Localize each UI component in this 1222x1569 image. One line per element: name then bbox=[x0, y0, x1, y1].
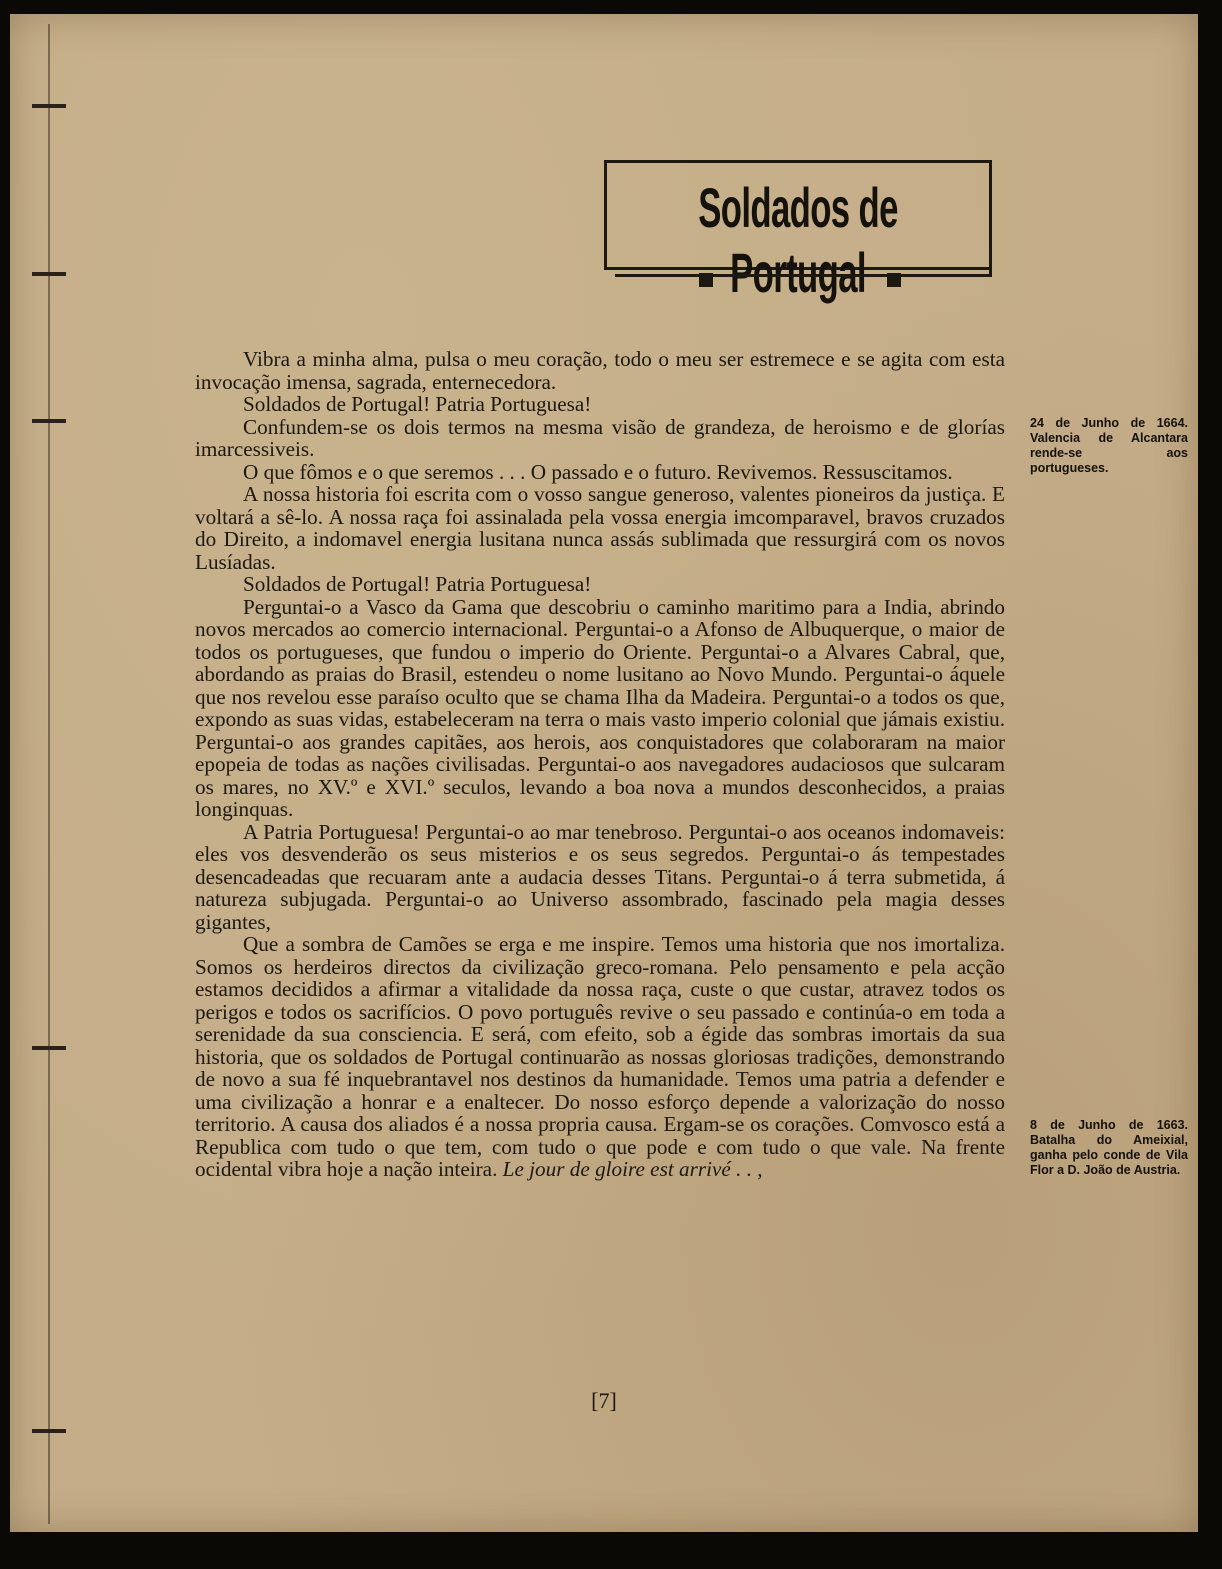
paragraph: Confundem-se os dois termos na mesma visão de grandeza, de heroismo e de glorías imarcessiveis. bbox=[195, 414, 1005, 461]
binding-staple bbox=[32, 272, 66, 276]
binding-staple bbox=[32, 104, 66, 108]
side-note: 24 de Junho de 1664. Valencia de Alcantara rende-se aos portugueses. bbox=[1030, 416, 1188, 475]
paragraph: Soldados de Portugal! Patria Portuguesa! bbox=[243, 572, 592, 596]
paragraph: O que fômos e o que seremos . . . O passado e o futuro. Revivemos. Ressuscitamos. bbox=[243, 459, 953, 484]
ornament-icon bbox=[699, 273, 713, 287]
paragraph: Perguntai-o a Vasco da Gama que descobriu o caminho maritimo para a India, abrindo novos mercados ao comercio internacional. Perguntai-o a Afonso de Albuquerque, o maior de todos os portugueses, que fundou o imperio do Oriente. Perguntai-o a Alvares Cabral, que, abordando as praias do Brasil, estendeu o nome lusitano ao Novo Mundo. Perguntai-o áquele que nos revelou esse paraíso oculto que se chama Ilha da Madeira. Perguntai-o a todos os que, expondo as suas vidas, estabeleceram na terra o mais vasto imperio colonial que jámais existiu. Perguntai-o aos grandes capitães, aos herois, aos conquistadores que colaboraram na maior epopeia de todas as nações civilisadas. Perguntai-o aos navegadores audaciosos que sulcaram os mares, no XV.º e XVI.º seculos, levando a boa nova a mundos desconhecidos, a praias longinquas. bbox=[195, 594, 1005, 821]
ornament-icon bbox=[887, 273, 901, 287]
magazine-page bbox=[10, 14, 1198, 1532]
paragraph: Vibra a minha alma, pulsa o meu coração, todo o meu ser estremece e se agita com esta invocação imensa, sagrada, enternecedora. bbox=[195, 347, 1005, 394]
binding-staple bbox=[32, 1046, 66, 1050]
page-number: [7] bbox=[591, 1388, 617, 1413]
paragraph-text: Que a sombra de Camões se erga e me inspire. Temos uma historia que nos imortaliza. Somos os herdeiros directos da civilização greco-romana. Pelo pensamento e pela acção estamos decididos a afirmar a vitalidade da nossa raça, custe o que custar, atravez todos os perigos e todos os sacrifícios. O povo português revive o seu passado e continúa-o em toda a serenidade da sua consciencia. E será, com efeito, sob a égide das sombras imortais da sua historia, que os soldados de Portugal continuarão as nossas gloriosas tradições, demonstrando de novo a sua fé inquebrantavel nos destinos da humanidade. Temos uma patria a defender e uma civilização a honrar e a enaltecer. Do nosso esforço depende a valorização do nosso territorio. A causa dos aliados é a nossa propria causa. Ergam-se os corações. Comvosco está a Republica com tudo o que tem, com tudo o que pode e com tudo o que vale. Na frente ocidental vibra hoje a nação inteira. bbox=[195, 932, 1005, 1181]
paragraph-final bbox=[195, 933, 1005, 1181]
article-title: Soldados de Portugal bbox=[698, 176, 898, 304]
binding-line bbox=[48, 24, 50, 1524]
paragraph: Soldados de Portugal! Patria Portuguesa! bbox=[243, 392, 592, 416]
closing-quote: Le jour de gloire est arrivé . . , bbox=[502, 1157, 763, 1181]
title-frame bbox=[604, 160, 992, 304]
paragraph: A nossa historia foi escrita com o vosso sangue generoso, valentes pioneiros da justiça. E voltará a sê-lo. A nossa raça foi assinalada pela vossa energia imcomparavel, bravos cruzados do Direito, a indomavel energia lusitana nunca assás sublimada que ressurgirá com os novos Lusíadas. bbox=[195, 482, 1005, 574]
article-body bbox=[195, 348, 1005, 1181]
paragraph: A Patria Portuguesa! Perguntai-o ao mar tenebroso. Perguntai-o aos oceanos indomaveis: eles vos desvenderão os seus misterios e os seus segredos. Perguntai-o ás tempestades desencadeadas que recuaram ante a audacia desses Titans. Perguntai-o á terra submetida, á natureza subjugada. Perguntai-o ao Universo assombrado, fascinado pela magia desses gigantes, bbox=[195, 819, 1005, 934]
binding-staple bbox=[32, 419, 66, 423]
side-note: 8 de Junho de 1663. Batalha do Ameixial, ganha pelo conde de Vila Flor a D. João de Austria. bbox=[1030, 1118, 1188, 1177]
binding-staple bbox=[32, 1429, 66, 1433]
